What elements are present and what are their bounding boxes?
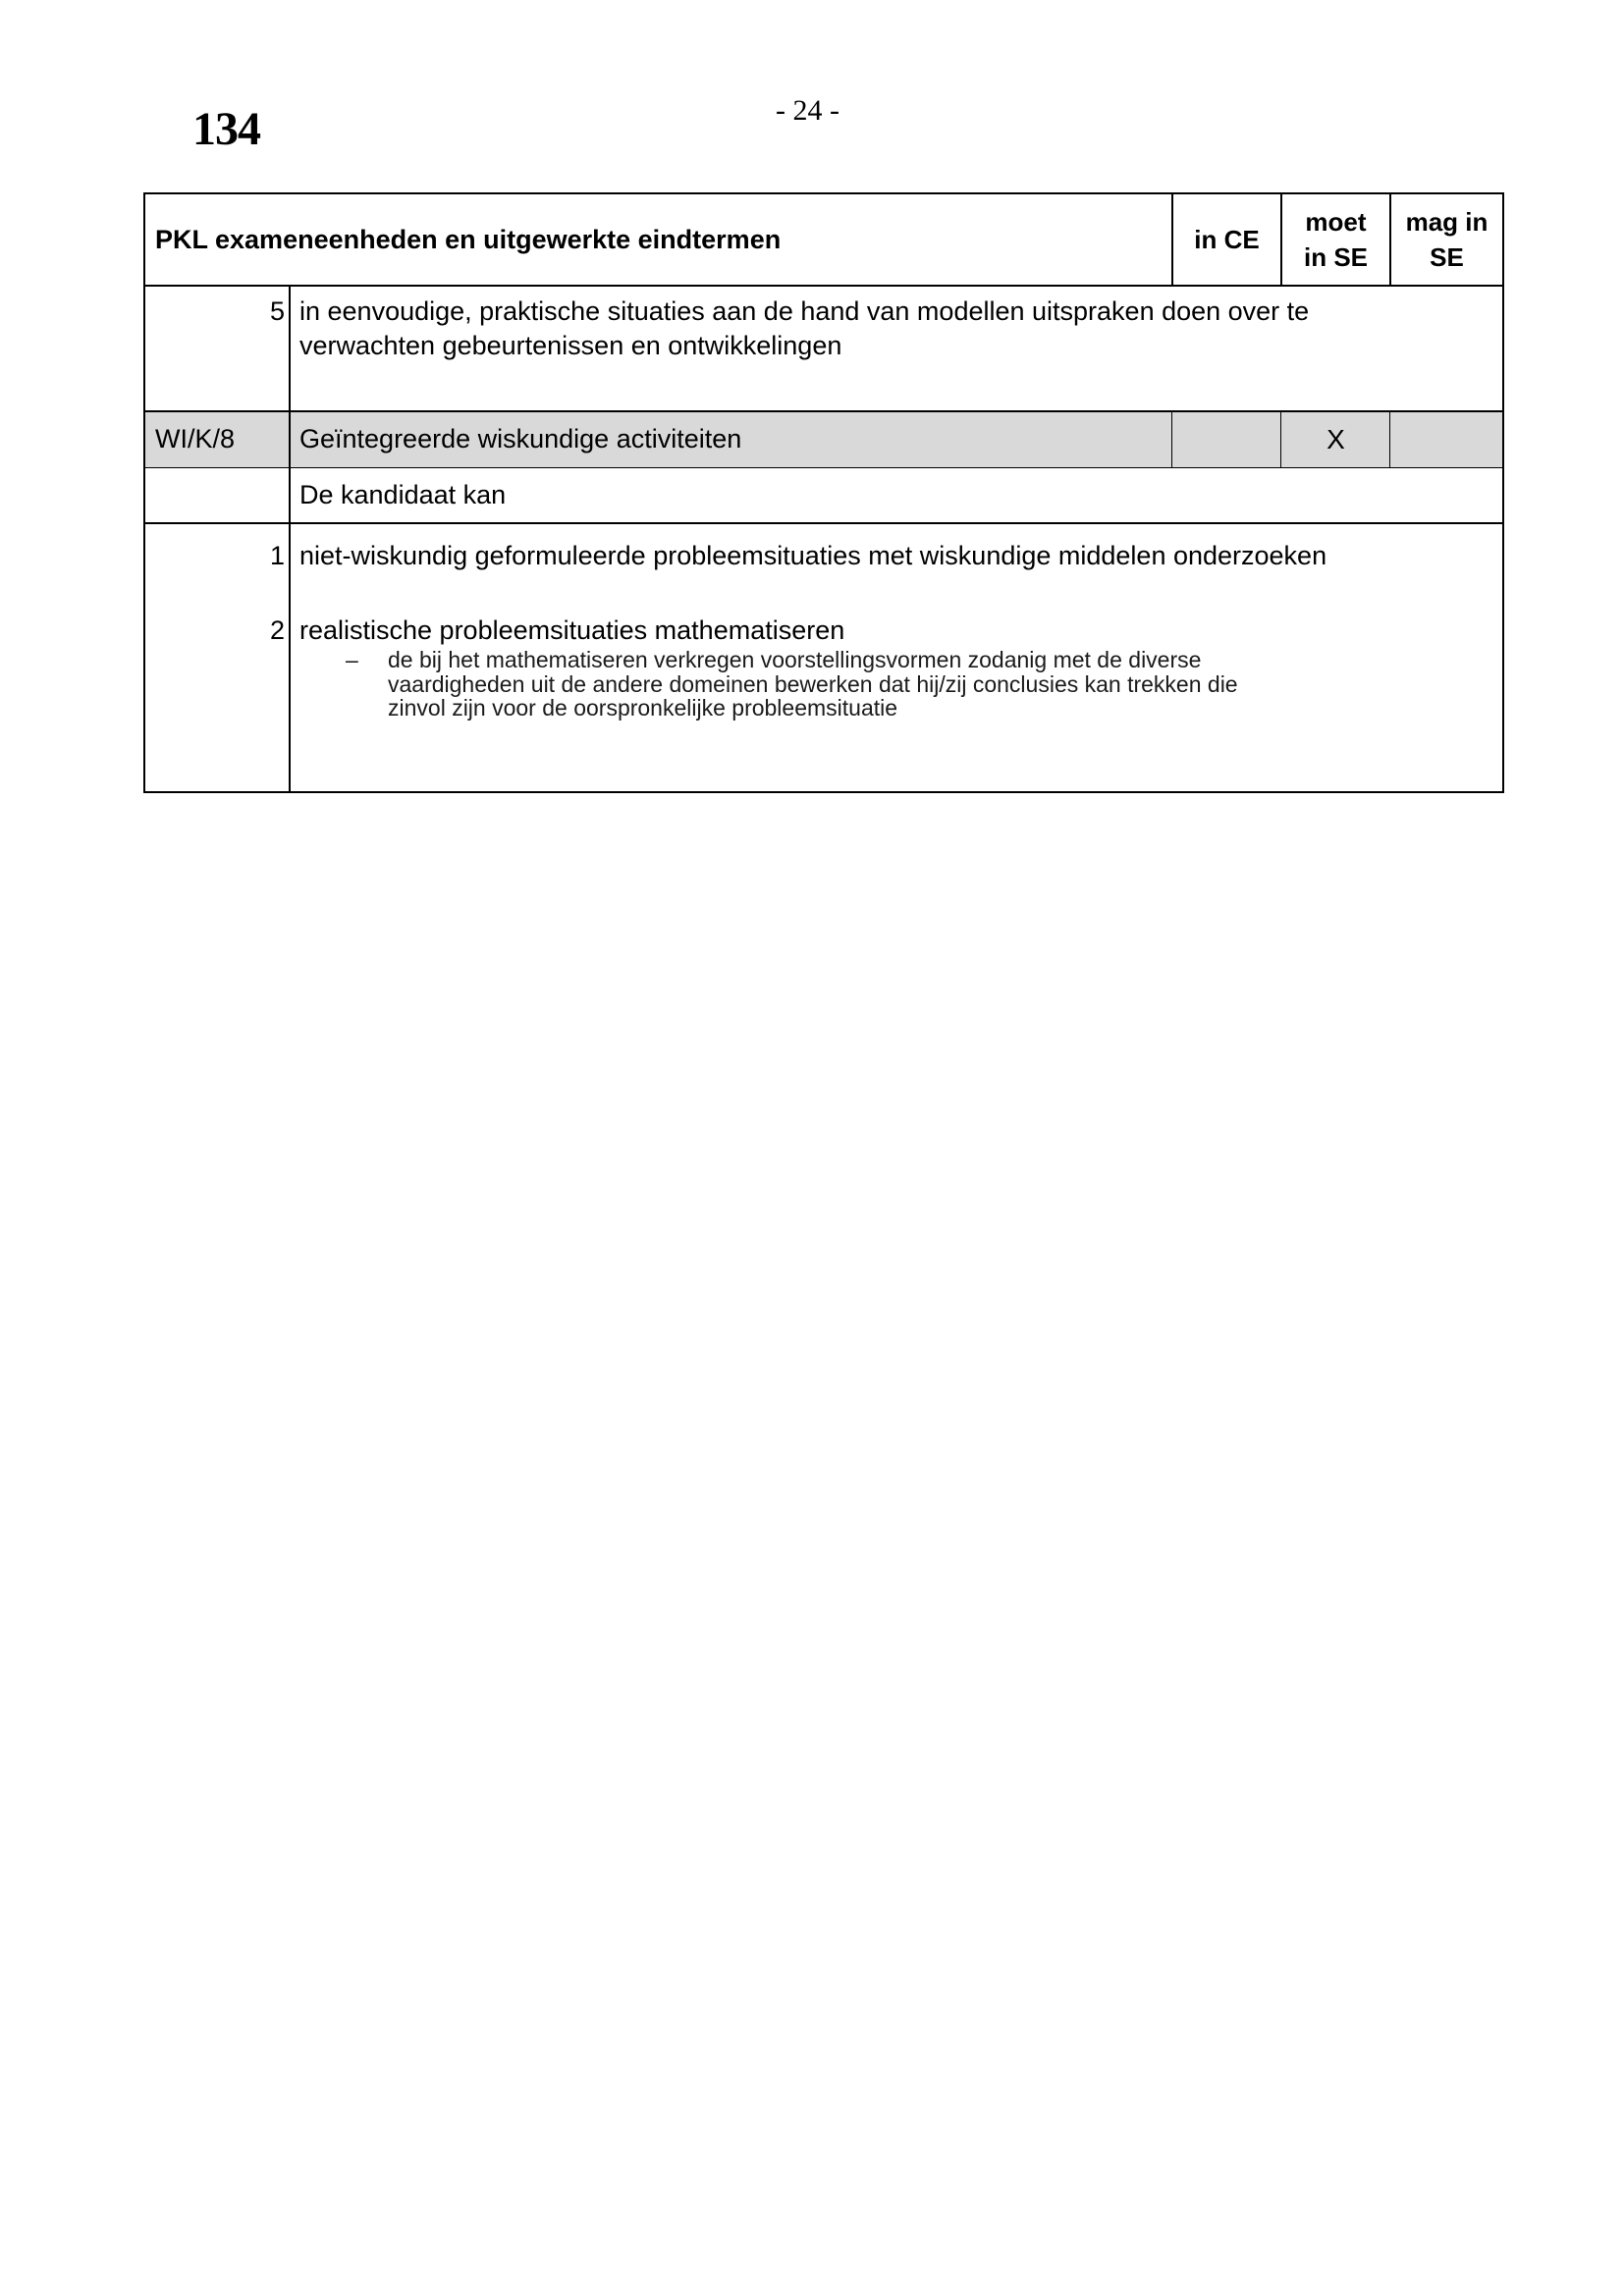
- item-text: realistische probleemsituaties mathematiseren: [299, 615, 845, 645]
- row-number: 5: [269, 296, 285, 326]
- sub-item-line: zinvol zijn voor de oorspronkelijke probleemsituatie: [388, 695, 898, 721]
- header-moet-line2: in SE: [1303, 242, 1368, 272]
- header-in-ce-label: in CE: [1194, 225, 1260, 254]
- header-moet-in-se: [1282, 194, 1389, 285]
- row-text-line: verwachten gebeurtenissen en ontwikkelingen: [299, 331, 842, 360]
- header-mag-in-se: [1391, 194, 1502, 285]
- item-number: 2: [269, 615, 285, 645]
- item-number: 1: [269, 541, 285, 570]
- intro-text: De kandidaat kan: [299, 480, 507, 509]
- code-column-divider: [289, 286, 291, 791]
- header-mag-line1: mag in: [1405, 207, 1489, 237]
- item-text: niet-wiskundig geformuleerde probleemsituaties met wiskundige middelen onderzoeken: [299, 541, 1327, 570]
- unit-title: Geïntegreerde wiskundige activiteiten: [299, 424, 742, 454]
- row-divider: [145, 522, 1502, 524]
- column-divider: [1171, 411, 1172, 467]
- moet-in-se-mark: X: [1326, 424, 1345, 454]
- sub-item-line: de bij het mathematiseren verkregen voorstellingsvormen zodanig met de diverse: [388, 647, 1202, 672]
- sub-item-line: vaardigheden uit de andere domeinen bewerken dat hij/zij conclusies kan trekken die: [388, 670, 1238, 697]
- document-number: 134: [192, 103, 260, 155]
- row-divider: [145, 467, 1502, 468]
- table-header-title: PKL exameneenheden en uitgewerkte eindtermen: [155, 224, 782, 254]
- bullet-dash: –: [346, 647, 358, 672]
- row-text-line: in eenvoudige, praktische situaties aan de hand van modellen uitspraken doen over te: [299, 296, 1310, 326]
- header-mag-line2: SE: [1430, 242, 1464, 272]
- page-marker: - 24 -: [776, 94, 839, 127]
- row-divider: [145, 410, 1502, 412]
- header-in-ce: [1173, 194, 1280, 285]
- header-divider: [145, 285, 1502, 287]
- unit-code: WI/K/8: [155, 424, 236, 454]
- exam-units-table: [143, 192, 1504, 793]
- header-moet-line1: moet: [1305, 207, 1367, 237]
